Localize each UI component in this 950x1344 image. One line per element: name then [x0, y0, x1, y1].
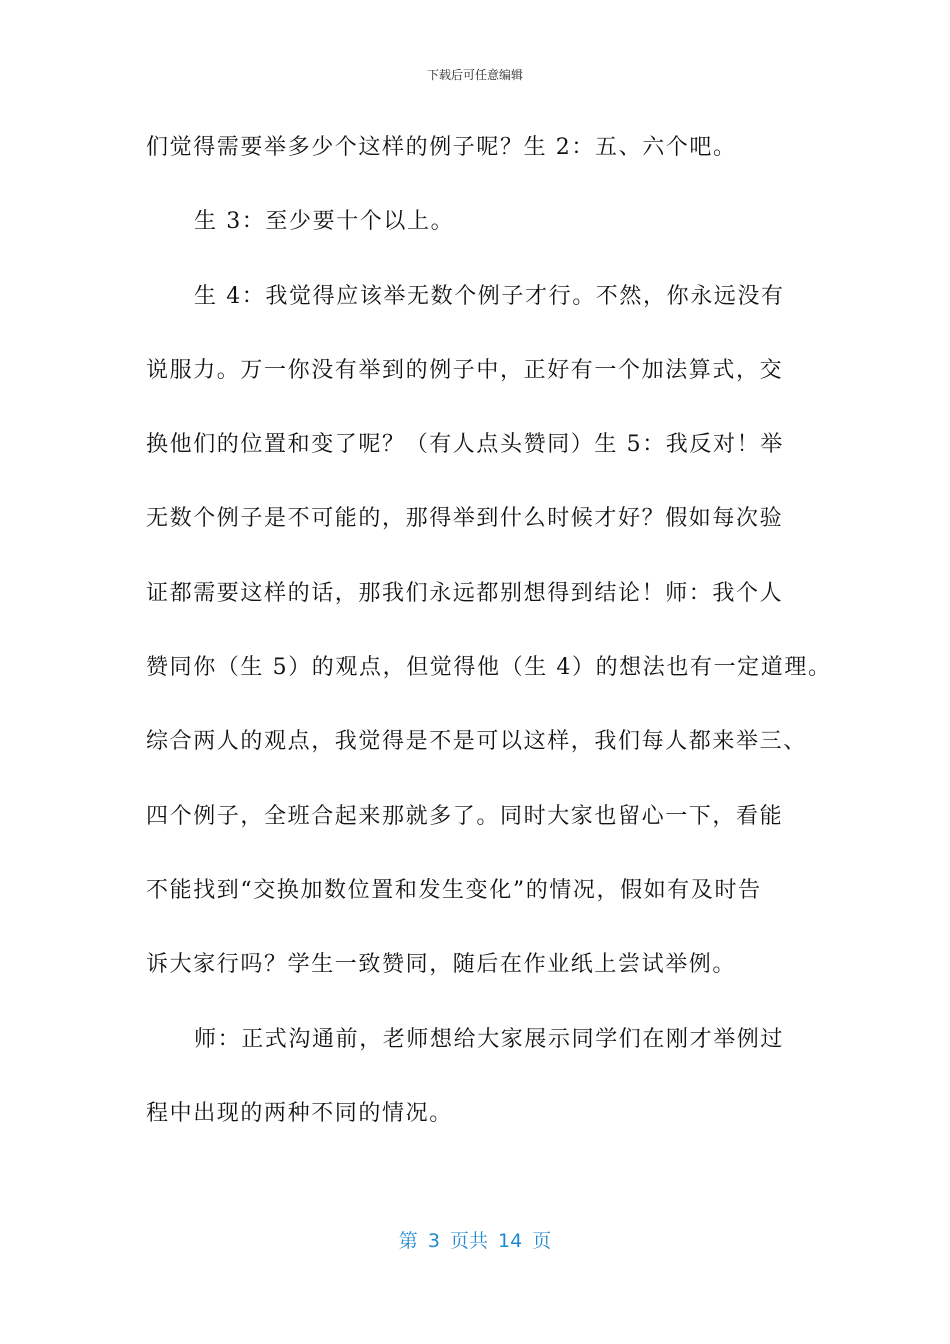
- text-line: 说服力。万一你没有举到的例子中，正好有一个加法算式，交: [146, 358, 784, 383]
- text-line: 无数个例子是不可能的，那得举到什么时候才好？假如每次验: [146, 506, 784, 531]
- text-line: 程中出现的两种不同的情况。: [146, 1101, 453, 1126]
- text-line: 不能找到“交换加数位置和发生变化”的情况，假如有及时告: [146, 878, 762, 903]
- text-line: 赞同你（生 5）的观点，但觉得他（生 4）的想法也有一定道理。: [146, 655, 832, 680]
- text-line: 换他们的位置和变了呢？（有人点头赞同）生 5：我反对！举: [146, 432, 784, 457]
- page-number-footer: 第 3 页共 14 页: [398, 1230, 552, 1252]
- text-line: 生 3：至少要十个以上。: [194, 209, 455, 234]
- text-line: 生 4：我觉得应该举无数个例子才行。不然，你永远没有: [194, 284, 785, 309]
- text-line: 证都需要这样的话，那我们永远都别想得到结论！师：我个人: [146, 581, 784, 606]
- text-line: 们觉得需要举多少个这样的例子呢？生 2：五、六个吧。: [146, 135, 737, 160]
- text-line: 诉大家行吗？学生一致赞同，随后在作业纸上尝试举例。: [146, 952, 737, 977]
- text-line: 综合两人的观点，我觉得是不是可以这样，我们每人都来举三、: [146, 729, 807, 754]
- text-line: 四个例子，全班合起来那就多了。同时大家也留心一下，看能: [146, 804, 784, 829]
- text-line: 师：正式沟通前，老师想给大家展示同学们在刚才举例过: [194, 1027, 785, 1052]
- page-header-note: 下载后可任意编辑: [426, 68, 523, 82]
